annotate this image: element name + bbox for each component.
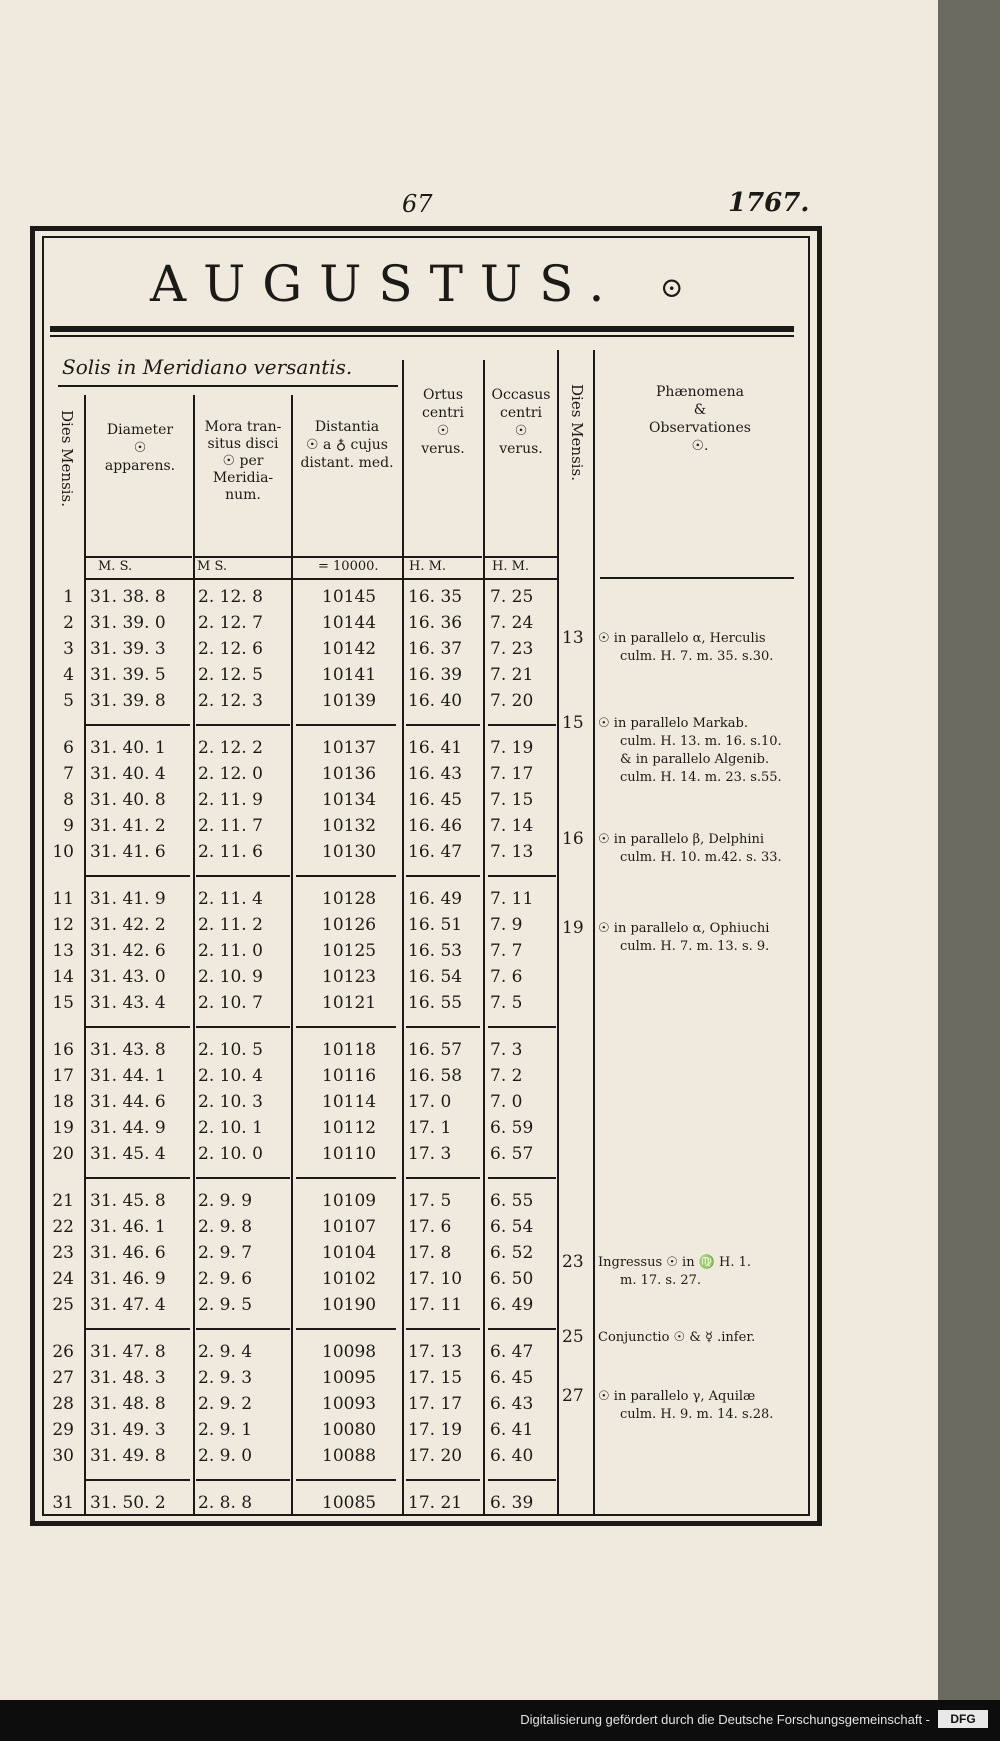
day-cell: 23 (52, 1243, 74, 1263)
distantia-cell: 10126 (322, 915, 377, 935)
mora-cell: 2. 10. 5 (198, 1040, 263, 1060)
header-phaenomena: Phænomena & Observationes ☉. (649, 384, 751, 454)
occasus-cell: 7. 6 (490, 967, 523, 987)
distantia-cell: 10141 (322, 665, 377, 685)
unit-line (86, 556, 192, 558)
ortus-cell: 16. 35 (408, 587, 463, 607)
day-cell: 21 (52, 1191, 74, 1211)
day-cell: 6 (63, 738, 74, 758)
day-cell: 7 (63, 764, 74, 784)
day-cell: 15 (52, 993, 74, 1013)
observation-text: culm. H. 7. m. 13. s. 9. (620, 939, 770, 954)
ortus-cell: 16. 53 (408, 941, 463, 961)
occasus-cell: 7. 2 (490, 1066, 523, 1086)
diameter-cell: 31. 39. 8 (90, 691, 166, 711)
occasus-cell: 7. 24 (490, 613, 534, 633)
group-separator (488, 724, 556, 726)
day-cell: 19 (52, 1118, 74, 1138)
diameter-cell: 31. 40. 1 (90, 738, 166, 758)
diameter-cell: 31. 39. 5 (90, 665, 166, 685)
diameter-cell: 31. 48. 8 (90, 1394, 166, 1414)
ortus-cell: 16. 41 (408, 738, 463, 758)
day-cell: 18 (52, 1092, 74, 1112)
distantia-cell: 10190 (322, 1295, 377, 1315)
col-line (84, 395, 86, 1515)
unit-diameter: M. S. (98, 559, 133, 574)
day-cell: 24 (52, 1269, 74, 1289)
distantia-cell: 10102 (322, 1269, 377, 1289)
occasus-cell: 7. 20 (490, 691, 534, 711)
day-cell: 27 (52, 1368, 74, 1388)
dfg-logo: DFG (938, 1710, 988, 1728)
distantia-cell: 10107 (322, 1217, 377, 1237)
distantia-cell: 10080 (322, 1420, 377, 1440)
occasus-cell: 7. 0 (490, 1092, 523, 1112)
occasus-cell: 7. 21 (490, 665, 534, 685)
distantia-cell: 10095 (322, 1368, 377, 1388)
col-line (483, 360, 485, 1515)
occasus-cell: 6. 55 (490, 1191, 534, 1211)
group-separator (196, 1026, 290, 1028)
title-rule-thin (50, 335, 794, 337)
month-title: AUGUSTUS. (150, 255, 622, 313)
footer-bar (0, 1700, 1000, 1741)
ortus-cell: 17. 6 (408, 1217, 452, 1237)
ortus-cell: 17. 0 (408, 1092, 452, 1112)
occasus-cell: 6. 41 (490, 1420, 534, 1440)
mora-cell: 2. 12. 0 (198, 764, 263, 784)
group-separator (296, 1177, 396, 1179)
occasus-cell: 6. 52 (490, 1243, 534, 1263)
diameter-cell: 31. 44. 1 (90, 1066, 166, 1086)
distantia-cell: 10123 (322, 967, 377, 987)
distantia-cell: 10128 (322, 889, 377, 909)
observation-text: culm. H. 14. m. 23. s.55. (620, 770, 782, 785)
diameter-cell: 31. 49. 3 (90, 1420, 166, 1440)
group-separator (488, 875, 556, 877)
group-separator (196, 1177, 290, 1179)
day-cell: 14 (52, 967, 74, 987)
unit-line (485, 556, 557, 558)
diameter-cell: 31. 41. 9 (90, 889, 166, 909)
diameter-cell: 31. 45. 4 (90, 1144, 166, 1164)
mora-cell: 2. 11. 7 (198, 816, 263, 836)
observation-day: 13 (562, 628, 584, 648)
page-number: 67 (402, 190, 433, 218)
observation-day: 19 (562, 918, 584, 938)
header-occasus: Occasus centri ☉ verus. (491, 387, 551, 457)
mora-cell: 2. 9. 3 (198, 1368, 253, 1388)
diameter-cell: 31. 39. 0 (90, 613, 166, 633)
observation-text: & in parallelo Algenib. (620, 752, 770, 767)
diameter-cell: 31. 47. 8 (90, 1342, 166, 1362)
mora-cell: 2. 12. 5 (198, 665, 263, 685)
observation-day: 16 (562, 829, 584, 849)
day-cell: 26 (52, 1342, 74, 1362)
observation-text: culm. H. 13. m. 16. s.10. (620, 734, 782, 749)
diameter-cell: 31. 44. 6 (90, 1092, 166, 1112)
mora-cell: 2. 9. 8 (198, 1217, 253, 1237)
ortus-cell: 16. 57 (408, 1040, 463, 1060)
ortus-cell: 16. 40 (408, 691, 463, 711)
ortus-cell: 16. 49 (408, 889, 463, 909)
ortus-cell: 16. 58 (408, 1066, 463, 1086)
diameter-cell: 31. 48. 3 (90, 1368, 166, 1388)
distantia-cell: 10104 (322, 1243, 377, 1263)
header-dies-mensis: Dies Mensis. (58, 410, 76, 508)
day-cell: 16 (52, 1040, 74, 1060)
group-separator (196, 875, 290, 877)
obs-line (600, 577, 794, 579)
unit-line (404, 556, 482, 558)
group-separator (488, 1026, 556, 1028)
distantia-cell: 10118 (322, 1040, 377, 1060)
group-separator (406, 875, 480, 877)
group-separator (406, 1479, 480, 1481)
header-mora: Mora tran- situs disci ☉ per Meridia- num. (204, 419, 282, 503)
day-cell: 4 (63, 665, 74, 685)
occasus-cell: 7. 25 (490, 587, 534, 607)
ortus-cell: 17. 1 (408, 1118, 452, 1138)
group-separator (406, 1328, 480, 1330)
mora-cell: 2. 10. 7 (198, 993, 263, 1013)
observation-text: culm. H. 9. m. 14. s.28. (620, 1407, 774, 1422)
day-cell: 12 (52, 915, 74, 935)
diameter-cell: 31. 43. 8 (90, 1040, 166, 1060)
distantia-cell: 10139 (322, 691, 377, 711)
group-separator (296, 875, 396, 877)
observation-text: culm. H. 7. m. 35. s.30. (620, 649, 774, 664)
day-cell: 29 (52, 1420, 74, 1440)
occasus-cell: 6. 47 (490, 1342, 534, 1362)
diameter-cell: 31. 41. 2 (90, 816, 166, 836)
group-separator (196, 1328, 290, 1330)
diameter-cell: 31. 40. 8 (90, 790, 166, 810)
ortus-cell: 16. 39 (408, 665, 463, 685)
mora-cell: 2. 8. 8 (198, 1493, 253, 1513)
col-line (402, 360, 404, 1515)
diameter-cell: 31. 42. 2 (90, 915, 166, 935)
ortus-cell: 17. 10 (408, 1269, 463, 1289)
distantia-cell: 10085 (322, 1493, 377, 1513)
occasus-cell: 6. 45 (490, 1368, 534, 1388)
day-cell: 17 (52, 1066, 74, 1086)
distantia-cell: 10144 (322, 613, 377, 633)
group-separator (86, 1328, 190, 1330)
header-dies-mensis-2: Dies Mensis. (568, 384, 586, 482)
diameter-cell: 31. 42. 6 (90, 941, 166, 961)
group-separator (196, 1479, 290, 1481)
diameter-cell: 31. 38. 8 (90, 587, 166, 607)
occasus-cell: 7. 5 (490, 993, 523, 1013)
occasus-cell: 7. 11 (490, 889, 534, 909)
header-distantia: Distantia ☉ a ♁ cujus distant. med. (300, 419, 394, 471)
occasus-cell: 6. 50 (490, 1269, 534, 1289)
mora-cell: 2. 12. 2 (198, 738, 263, 758)
distantia-cell: 10088 (322, 1446, 377, 1466)
ortus-cell: 16. 54 (408, 967, 463, 987)
group-separator (488, 1479, 556, 1481)
occasus-cell: 7. 13 (490, 842, 534, 862)
footer-credit: Digitalisierung gefördert durch die Deutsche Forschungsgemeinschaft - (520, 1712, 930, 1727)
occasus-cell: 7. 19 (490, 738, 534, 758)
ortus-cell: 16. 46 (408, 816, 463, 836)
distantia-cell: 10132 (322, 816, 377, 836)
observation-text: m. 17. s. 27. (620, 1273, 702, 1288)
unit-line (195, 556, 291, 558)
observation-text: culm. H. 10. m.42. s. 33. (620, 850, 782, 865)
section-underline (58, 385, 398, 387)
ortus-cell: 16. 43 (408, 764, 463, 784)
day-cell: 8 (63, 790, 74, 810)
page-edge (938, 0, 1000, 1700)
diameter-cell: 31. 47. 4 (90, 1295, 166, 1315)
occasus-cell: 6. 59 (490, 1118, 534, 1138)
group-separator (406, 724, 480, 726)
mora-cell: 2. 9. 5 (198, 1295, 253, 1315)
day-cell: 5 (63, 691, 74, 711)
ortus-cell: 16. 45 (408, 790, 463, 810)
occasus-cell: 6. 49 (490, 1295, 534, 1315)
observation-text: Conjunctio ☉ & ☿ .infer. (598, 1330, 756, 1345)
ortus-cell: 16. 47 (408, 842, 463, 862)
day-cell: 20 (52, 1144, 74, 1164)
diameter-cell: 31. 41. 6 (90, 842, 166, 862)
group-separator (86, 1177, 190, 1179)
occasus-cell: 7. 9 (490, 915, 523, 935)
observation-day: 25 (562, 1327, 584, 1347)
ortus-cell: 16. 36 (408, 613, 463, 633)
mora-cell: 2. 10. 0 (198, 1144, 263, 1164)
ortus-cell: 17. 13 (408, 1342, 463, 1362)
mora-cell: 2. 9. 2 (198, 1394, 253, 1414)
ortus-cell: 17. 5 (408, 1191, 452, 1211)
mora-cell: 2. 11. 6 (198, 842, 263, 862)
diameter-cell: 31. 50. 2 (90, 1493, 166, 1513)
mora-cell: 2. 9. 6 (198, 1269, 253, 1289)
unit-bottom-line (86, 578, 557, 580)
mora-cell: 2. 10. 1 (198, 1118, 263, 1138)
distantia-cell: 10098 (322, 1342, 377, 1362)
mora-cell: 2. 11. 0 (198, 941, 263, 961)
occasus-cell: 7. 15 (490, 790, 534, 810)
observation-text: ☉ in parallelo γ, Aquilæ (598, 1389, 756, 1404)
distantia-cell: 10116 (322, 1066, 377, 1086)
diameter-cell: 31. 43. 0 (90, 967, 166, 987)
distantia-cell: 10137 (322, 738, 377, 758)
observation-day: 23 (562, 1252, 584, 1272)
day-cell: 30 (52, 1446, 74, 1466)
day-cell: 1 (63, 587, 74, 607)
unit-distantia: = 10000. (318, 559, 379, 574)
day-cell: 25 (52, 1295, 74, 1315)
header-diameter: Diameter ☉ apparens. (104, 422, 176, 474)
mora-cell: 2. 9. 9 (198, 1191, 253, 1211)
year-label: 1767. (728, 188, 810, 218)
mora-cell: 2. 10. 4 (198, 1066, 263, 1086)
diameter-cell: 31. 46. 1 (90, 1217, 166, 1237)
unit-ortus: H. M. (409, 559, 447, 574)
distantia-cell: 10110 (322, 1144, 377, 1164)
section-title: Solis in Meridiano versantis. (62, 355, 353, 379)
ortus-cell: 16. 55 (408, 993, 463, 1013)
title-rule (50, 326, 794, 332)
ortus-cell: 17. 15 (408, 1368, 463, 1388)
diameter-cell: 31. 44. 9 (90, 1118, 166, 1138)
distantia-cell: 10114 (322, 1092, 377, 1112)
distantia-cell: 10093 (322, 1394, 377, 1414)
observation-text: ☉ in parallelo β, Delphini (598, 832, 765, 847)
diameter-cell: 31. 39. 3 (90, 639, 166, 659)
unit-mora: M S. (197, 559, 228, 574)
group-separator (406, 1026, 480, 1028)
ortus-cell: 16. 51 (408, 915, 463, 935)
occasus-cell: 7. 17 (490, 764, 534, 784)
distantia-cell: 10145 (322, 587, 377, 607)
distantia-cell: 10121 (322, 993, 377, 1013)
mora-cell: 2. 9. 1 (198, 1420, 253, 1440)
observation-text: Ingressus ☉ in ♍ H. 1. (598, 1255, 752, 1270)
occasus-cell: 6. 54 (490, 1217, 534, 1237)
ortus-cell: 17. 11 (408, 1295, 463, 1315)
occasus-cell: 7. 3 (490, 1040, 523, 1060)
distantia-cell: 10125 (322, 941, 377, 961)
group-separator (86, 1026, 190, 1028)
occasus-cell: 6. 57 (490, 1144, 534, 1164)
ortus-cell: 17. 20 (408, 1446, 463, 1466)
distantia-cell: 10142 (322, 639, 377, 659)
group-separator (296, 724, 396, 726)
ortus-cell: 17. 3 (408, 1144, 452, 1164)
diameter-cell: 31. 46. 6 (90, 1243, 166, 1263)
day-cell: 2 (63, 613, 74, 633)
col-line (291, 395, 293, 1515)
day-cell: 28 (52, 1394, 74, 1414)
group-separator (296, 1026, 396, 1028)
mora-cell: 2. 11. 2 (198, 915, 263, 935)
unit-line (293, 556, 402, 558)
diameter-cell: 31. 40. 4 (90, 764, 166, 784)
observation-day: 27 (562, 1386, 584, 1406)
header-ortus: Ortus centri ☉ verus. (421, 387, 465, 457)
day-cell: 3 (63, 639, 74, 659)
mora-cell: 2. 9. 4 (198, 1342, 253, 1362)
day-cell: 10 (52, 842, 74, 862)
observation-day: 15 (562, 713, 584, 733)
col-line (557, 350, 559, 1515)
mora-cell: 2. 9. 7 (198, 1243, 253, 1263)
mora-cell: 2. 10. 9 (198, 967, 263, 987)
group-separator (296, 1328, 396, 1330)
mora-cell: 2. 12. 7 (198, 613, 263, 633)
ortus-cell: 17. 8 (408, 1243, 452, 1263)
col-line (193, 395, 195, 1515)
distantia-cell: 10134 (322, 790, 377, 810)
ortus-cell: 16. 37 (408, 639, 463, 659)
diameter-cell: 31. 49. 8 (90, 1446, 166, 1466)
mora-cell: 2. 9. 0 (198, 1446, 253, 1466)
day-cell: 13 (52, 941, 74, 961)
mora-cell: 2. 11. 4 (198, 889, 263, 909)
distantia-cell: 10130 (322, 842, 377, 862)
col-line (593, 350, 595, 1515)
mora-cell: 2. 11. 9 (198, 790, 263, 810)
group-separator (86, 875, 190, 877)
mora-cell: 2. 12. 8 (198, 587, 263, 607)
day-cell: 22 (52, 1217, 74, 1237)
observation-text: ☉ in parallelo α, Ophiuchi (598, 921, 770, 936)
mora-cell: 2. 10. 3 (198, 1092, 263, 1112)
ortus-cell: 17. 17 (408, 1394, 463, 1414)
occasus-cell: 7. 23 (490, 639, 534, 659)
diameter-cell: 31. 45. 8 (90, 1191, 166, 1211)
group-separator (406, 1177, 480, 1179)
ortus-cell: 17. 21 (408, 1493, 463, 1513)
group-separator (488, 1328, 556, 1330)
distantia-cell: 10112 (322, 1118, 377, 1138)
group-separator (86, 724, 190, 726)
day-cell: 9 (63, 816, 74, 836)
observation-text: ☉ in parallelo Markab. (598, 716, 748, 731)
ortus-cell: 17. 19 (408, 1420, 463, 1440)
occasus-cell: 7. 7 (490, 941, 523, 961)
group-separator (196, 724, 290, 726)
group-separator (86, 1479, 190, 1481)
day-cell: 31 (52, 1493, 74, 1513)
occasus-cell: 6. 40 (490, 1446, 534, 1466)
occasus-cell: 7. 14 (490, 816, 534, 836)
occasus-cell: 6. 43 (490, 1394, 534, 1414)
occasus-cell: 6. 39 (490, 1493, 534, 1513)
mora-cell: 2. 12. 3 (198, 691, 263, 711)
day-cell: 11 (52, 889, 74, 909)
diameter-cell: 31. 43. 4 (90, 993, 166, 1013)
distantia-cell: 10109 (322, 1191, 377, 1211)
diameter-cell: 31. 46. 9 (90, 1269, 166, 1289)
group-separator (296, 1479, 396, 1481)
sun-symbol: ⊙ (660, 271, 684, 304)
observation-text: ☉ in parallelo α, Herculis (598, 631, 766, 646)
mora-cell: 2. 12. 6 (198, 639, 263, 659)
distantia-cell: 10136 (322, 764, 377, 784)
group-separator (488, 1177, 556, 1179)
unit-occasus: H. M. (492, 559, 530, 574)
